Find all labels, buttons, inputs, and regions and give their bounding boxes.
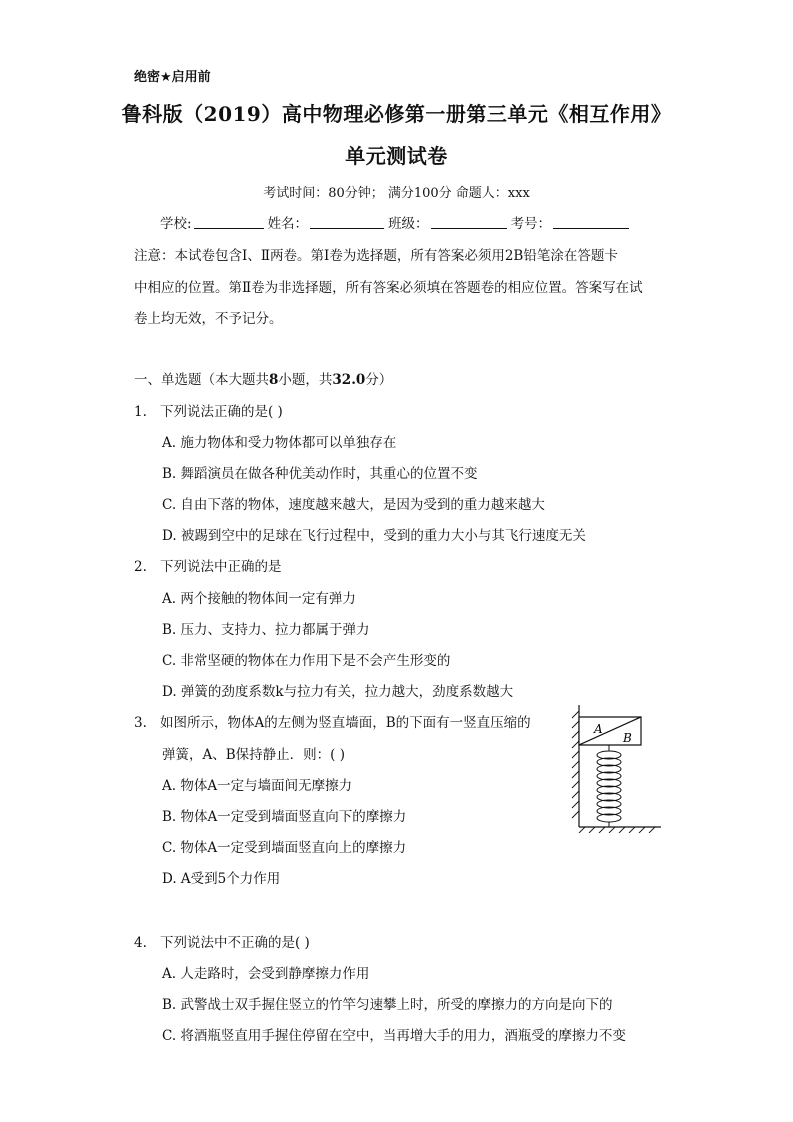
name-blank[interactable] xyxy=(310,227,384,229)
question-count: 8 xyxy=(269,372,279,388)
exam-title: 鲁科版（2019）高中物理必修第一册第三单元《相互作用》 xyxy=(121,102,672,126)
class-label: 班级： xyxy=(388,216,429,232)
option-3b[interactable]: B. 物体A一定受到墙面竖直向下的摩擦力 xyxy=(162,809,407,825)
question-stem: 下列说法中正确的是 xyxy=(160,559,282,575)
label-b: B xyxy=(623,731,632,745)
wall-spring-figure xyxy=(565,703,665,833)
question-1: 1. 下列说法正确的是( ) xyxy=(134,404,283,420)
school-label: 学校: xyxy=(160,216,192,232)
school-blank[interactable] xyxy=(194,227,264,229)
class-blank[interactable] xyxy=(431,227,507,229)
exam-no-label: 考号： xyxy=(510,216,552,232)
exam-no-blank[interactable] xyxy=(553,227,629,229)
question-stem: 如图所示，物体A的左侧为竖直墙面，B的下面有一竖直压缩的 xyxy=(160,715,531,731)
question-2: 2. 下列说法中正确的是 xyxy=(134,559,282,575)
section-heading: 一、单选题（本大题共8小题，共32.0分） xyxy=(134,372,393,388)
option-2d[interactable]: D. 弹簧的劲度系数k与拉力有关，拉力越大，劲度系数越大 xyxy=(162,684,514,700)
notice-line-2: 中相应的位置。第Ⅱ卷为非选择题，所有答案必须填在答题卷的相应位置。答案写在试 xyxy=(134,280,643,296)
option-3d[interactable]: D. A受到5个力作用 xyxy=(162,871,281,887)
option-2b[interactable]: B. 压力、支持力、拉力都属于弹力 xyxy=(162,622,370,638)
name-label: 姓名： xyxy=(267,216,309,232)
notice-line-1: 注意：本试卷包含Ⅰ、Ⅱ两卷。第Ⅰ卷为选择题，所有答案必须用2B铅笔涂在答题卡 xyxy=(134,248,618,264)
notice-line-3: 卷上均无效，不予记分。 xyxy=(134,311,283,327)
question-stem: 下列说法中不正确的是( ) xyxy=(160,935,310,951)
option-4a[interactable]: A. 人走路时，会受到静摩擦力作用 xyxy=(162,966,370,982)
option-2a[interactable]: A. 两个接触的物体间一定有弹力 xyxy=(162,591,356,607)
question-4: 4. 下列说法中不正确的是( ) xyxy=(134,935,310,951)
option-1b[interactable]: B. 舞蹈演员在做各种优美动作时，其重心的位置不变 xyxy=(162,466,478,482)
option-2c[interactable]: C. 非常坚硬的物体在力作用下是不会产生形变的 xyxy=(162,653,451,669)
label-a: A xyxy=(594,722,603,736)
option-4c[interactable]: C. 将酒瓶竖直用手握住停留在空中，当再增大手的用力，酒瓶受的摩擦力不变 xyxy=(162,1028,626,1044)
exam-info: 考试时间：80分钟； 满分100分 命题人：xxx xyxy=(263,186,530,201)
option-1c[interactable]: C. 自由下落的物体，速度越来越大，是因为受到的重力越来越大 xyxy=(162,497,545,513)
question-3-stem-cont: 弹簧，A、B保持静止．则：( ) xyxy=(162,747,345,763)
spring xyxy=(597,745,621,827)
exam-subtitle: 单元测试卷 xyxy=(345,144,448,168)
option-3a[interactable]: A. 物体A一定与墙面间无摩擦力 xyxy=(162,778,353,794)
confidential-mark: 绝密★启用前 xyxy=(134,70,211,85)
student-fields xyxy=(160,212,633,232)
option-1a[interactable]: A. 施力物体和受力物体都可以单独存在 xyxy=(162,435,397,451)
option-4b[interactable]: B. 武警战士双手握住竖立的竹竿匀速攀上时，所受的摩擦力的方向是向下的 xyxy=(162,997,613,1013)
option-1d[interactable]: D. 被踢到空中的足球在飞行过程中，受到的重力大小与其飞行速度无关 xyxy=(162,528,586,544)
section-score: 32.0 xyxy=(332,372,366,388)
option-3c[interactable]: C. 物体A一定受到墙面竖直向上的摩擦力 xyxy=(162,840,407,856)
question-3: 3. 如图所示，物体A的左侧为竖直墙面，B的下面有一竖直压缩的 xyxy=(134,715,531,731)
question-stem: 下列说法正确的是( ) xyxy=(160,404,283,420)
